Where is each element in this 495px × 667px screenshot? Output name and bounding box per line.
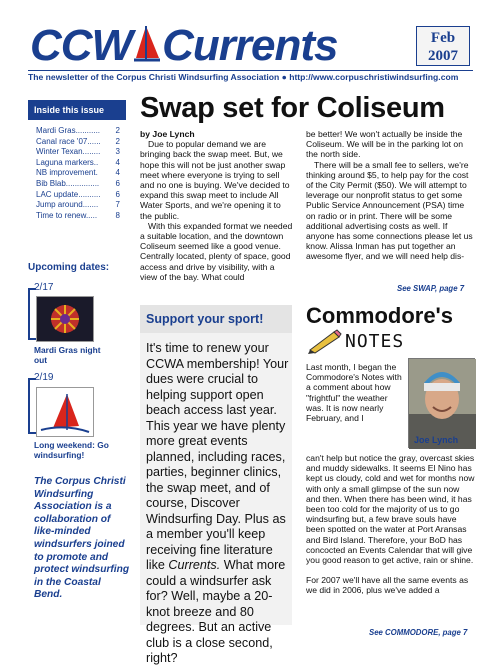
support-heading: Support your sport!: [140, 305, 292, 333]
publication-name: Currents.: [168, 558, 221, 572]
support-box: [140, 305, 292, 665]
event-date: 2/17: [34, 282, 54, 293]
see-swap-link[interactable]: See SWAP, page 7: [397, 284, 465, 293]
commodore-text-narrow: Last month, I began the Commodore's Notes with a comment about how "frightful" the weather was. It is now nearly February, and I: [306, 362, 402, 424]
event-bracket: [28, 288, 36, 340]
issue-year: 2007: [428, 48, 458, 64]
toc-item[interactable]: Bib Blab............... 6: [36, 178, 120, 188]
toc-item[interactable]: Jump around....... 7: [36, 200, 120, 210]
sidebar: [28, 100, 130, 601]
commodore-paragraph: can't help but notice the gray, overcast skies and muddy sidewalks. It seems El Nino has kept us cloudy, cold and wet for months now with only a small glimpse of the sun now and then. When there has been wind, it has been too cold for the majority of us to go windsurfing but, a few brave souls have been spotted on the water at Port Aransas and Bird Island. Therefore, your BoD has concocted an Events Calendar that will give you good reason to get active, rain or shine.: [306, 453, 475, 566]
newsletter-logo: [30, 22, 337, 70]
toc-item[interactable]: Winter Texan........ 3: [36, 147, 120, 157]
lead-paragraph: Due to popular demand we are bringing back the swap meet. But, we hope this will not be just another swap meet where everyone is trying to sell and no one is buying. We've decided to expand this swap meet to include All Water Sports, and we're opening it to the public.: [140, 139, 290, 221]
toc-item[interactable]: LAC update.......... 6: [36, 189, 120, 199]
toc-item[interactable]: NB improvement. 4: [36, 168, 120, 178]
see-commodore-link[interactable]: See COMMODORE, page 7: [369, 628, 468, 637]
event-date: 2/19: [34, 372, 54, 383]
toc-item[interactable]: Laguna markers.. 4: [36, 157, 120, 167]
toc-item[interactable]: Time to renew..... 8: [36, 210, 120, 220]
logo-right-text: Currents: [162, 21, 338, 70]
notes-word: NOTES: [345, 331, 405, 352]
lead-paragraph: There will be a small fee to sellers, we're thinking around $5, to help pay for the cost of the City Permit ($50). We will attempt to leverage our nonprofit status to get some Public Service Announcement (PSA) time on radio or in print. There will be some additional advertising costs as well. If anyone has some connections please let us know. Alissa Inman has put together an awesome flyer, and we will need help dis-: [306, 159, 473, 262]
mardi-gras-image: [36, 296, 94, 342]
sail-icon: [132, 24, 162, 64]
lead-column-2: [306, 129, 476, 262]
commodore-text-wide: [306, 453, 476, 596]
event-label: Mardi Gras night out: [34, 345, 101, 365]
issue-month: Feb: [430, 30, 456, 46]
toc-item[interactable]: Canal race '07...... 2: [36, 136, 120, 146]
pencil-icon: [306, 328, 342, 354]
lead-headline: Swap set for Coliseum: [140, 92, 445, 124]
windsurfer-image: [36, 387, 94, 437]
photo-caption: Joe Lynch: [414, 435, 459, 445]
lead-paragraph: be better! We won't actually be inside the Coliseum. We will be in the parking lot on the north side.: [306, 129, 463, 160]
event-bracket: [28, 378, 36, 434]
lead-column-1: [140, 129, 294, 282]
logo-left-text: CCW: [30, 21, 133, 70]
upcoming-heading: Upcoming dates:: [28, 262, 110, 273]
masthead-rule: [28, 70, 473, 71]
commodore-paragraph: For 2007 we'll have all the same events as we did in 2006, plus we've added a: [306, 575, 469, 596]
commodore-title: Commodore's: [306, 303, 454, 328]
issue-date-box: [416, 26, 470, 66]
mission-statement: The Corpus Christi Windsurfing Association is a collaboration of like-minded windsurfers joined to promote and protect windsurfing in the Coastal Bend.: [34, 476, 130, 601]
table-of-contents: [28, 126, 126, 221]
inside-issue-heading: Inside this issue: [28, 100, 126, 120]
support-body: It's time to renew your CCWA membership! Your dues were crucial to helping support open beach access last year. This year we have plenty more great events planned, including races, parties, beginner clinics, the swap meet, and of course, Discover Windsurfing Day. Plus as a member you'll keep receiving fine literature like Currents. What more could a windsurfer ask for? Well, maybe a 20-knot breeze and 80 degrees. But an active club is a close second, right?: [146, 341, 289, 665]
masthead: [0, 0, 495, 88]
lead-paragraph: With this expanded format we needed a suitable location, and the downtown Coliseum seemed like a good venue. Centrally located, plenty of space, good access and drive by visibility, with a view of the bay. What could: [140, 220, 293, 282]
event-label: Long weekend: Go windsurfing!: [34, 440, 109, 460]
tagline: The newsletter of the Corpus Christi Windsurfing Association ● http://www.corpuschristiwindsurfing.com: [28, 72, 459, 82]
toc-item[interactable]: Mardi Gras........... 2: [36, 126, 120, 135]
byline: by Joe Lynch: [140, 129, 195, 139]
